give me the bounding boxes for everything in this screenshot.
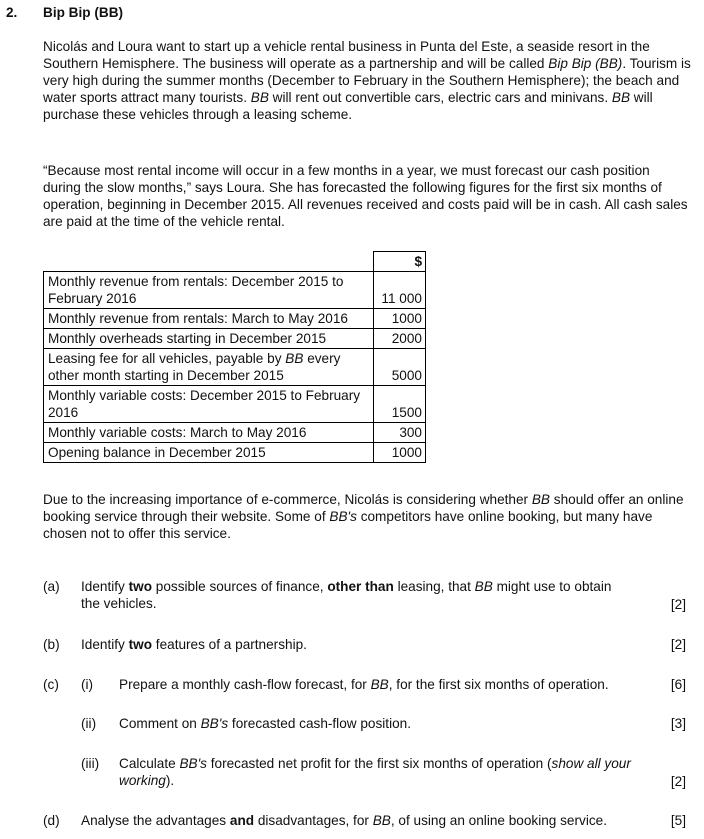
text-run: forecasted cash-flow position.: [228, 716, 411, 731]
forecast-table: [43, 251, 426, 463]
text-run: , for the first six months of operation.: [388, 677, 609, 692]
question-a-marks: [2]: [670, 597, 686, 612]
row-label: Monthly variable costs: December 2015 to February 2016: [44, 386, 374, 423]
business-name: Bip Bip (BB): [548, 56, 623, 71]
business-abbrev: BB: [250, 90, 269, 105]
question-c-label: (c): [43, 677, 59, 692]
row-value: 11 000: [374, 272, 426, 309]
row-value: 300: [374, 423, 426, 443]
table-row: [44, 329, 426, 349]
business-abbrev: BB's: [200, 716, 229, 731]
row-label: Opening balance in December 2015: [44, 443, 374, 463]
text-run: forecasted net profit for the first six months of operation (: [206, 756, 552, 771]
text-run: Comment on: [119, 716, 201, 731]
business-abbrev: BB: [372, 813, 391, 828]
table-row: [44, 443, 426, 463]
text-run: will purchase these vehicles through a leasing scheme.: [43, 90, 653, 122]
business-abbrev: BB's: [329, 509, 357, 524]
question-c-i-text: [119, 676, 609, 693]
business-abbrev: BB: [531, 492, 550, 507]
table-header-blank: [44, 252, 374, 272]
text-run: Leasing fee for all vehicles, payable by: [48, 351, 286, 366]
emphasis: and: [229, 813, 255, 828]
table-row: [44, 272, 426, 309]
business-abbrev: BB's: [179, 756, 207, 771]
currency-header: $: [374, 252, 426, 272]
question-d-text: [81, 812, 607, 829]
text-run: Calculate: [119, 756, 180, 771]
text-run: Identify: [81, 579, 129, 594]
question-number: 2.: [6, 5, 18, 20]
table-row: [44, 309, 426, 329]
question-b-text: [81, 636, 307, 653]
question-c-iii-label: (iii): [81, 756, 100, 771]
text-run: should offer an online booking service through their website. Some of: [43, 492, 684, 524]
table-row: [44, 386, 426, 423]
text-run: features of a partnership.: [152, 637, 307, 652]
intro-paragraph-1: [43, 38, 691, 123]
row-value: 1500: [374, 386, 426, 423]
table-row: [44, 349, 426, 386]
text-run: competitors have online booking, but many have chosen not to offer this service.: [43, 509, 653, 541]
instruction-emphasis: show all your working: [119, 756, 631, 788]
question-d-marks: [5]: [670, 813, 686, 828]
text-run: might use to obtain the vehicles.: [81, 579, 612, 611]
row-label: Monthly variable costs: March to May 2016: [44, 423, 374, 443]
row-value: 1000: [374, 309, 426, 329]
row-label: Monthly overheads starting in December 2015: [44, 329, 374, 349]
text-run: Nicolás and Loura want to start up a vehicle rental business in Punta del Este, a seaside resort in the Southern Hemisphere. The business will operate as a partnership and will be called: [43, 39, 650, 71]
row-label: [44, 349, 374, 386]
text-run: , of using an online booking service.: [390, 813, 607, 828]
question-c-ii-marks: [3]: [670, 716, 686, 731]
row-value: 1000: [374, 443, 426, 463]
emphasis: two: [128, 637, 153, 652]
business-abbrev: BB: [474, 579, 493, 594]
question-c-ii-label: (ii): [81, 716, 97, 731]
text-run: Identify: [81, 637, 129, 652]
text-run: Due to the increasing importance of e-commerce, Nicolás is considering whether: [43, 492, 532, 507]
emphasis: two: [128, 579, 153, 594]
text-run: . Tourism is very high during the summer months (December to February in the Southern Hemisphere); the beach and water sports attract many tourists.: [43, 56, 691, 105]
business-abbrev: BB: [285, 351, 304, 366]
question-b-marks: [2]: [670, 637, 686, 652]
row-value: 5000: [374, 349, 426, 386]
row-label: Monthly revenue from rentals: December 2015 to February 2016: [44, 272, 374, 309]
ecommerce-paragraph: [43, 491, 691, 542]
text-run: disadvantages, for: [254, 813, 373, 828]
business-abbrev: BB: [370, 677, 389, 692]
business-abbrev: BB: [611, 90, 631, 105]
table-row: [44, 423, 426, 443]
text-run: possible sources of finance,: [152, 579, 328, 594]
question-a-label: (a): [43, 579, 60, 594]
emphasis: other than: [327, 579, 394, 594]
question-title: Bip Bip (BB): [43, 5, 124, 20]
text-run: will rent out convertible cars, electric cars and minivans.: [268, 90, 612, 105]
row-value: 2000: [374, 329, 426, 349]
question-c-i-marks: [6]: [670, 677, 686, 692]
question-c-iii-text: [119, 755, 649, 789]
text-run: leasing, that: [393, 579, 475, 594]
intro-paragraph-2: “Because most rental income will occur in a few months in a year, we must forecast our cash position during the slow months,” says Loura. She has forecasted the following figures for the first six months of operation, beginning in December 2015. All revenues received and costs paid will be in cash. All cash sales are paid at the time of the vehicle rental.: [43, 163, 688, 229]
text-run: Prepare a monthly cash-flow forecast, for: [119, 677, 371, 692]
text-run: ).: [165, 773, 175, 788]
question-b-label: (b): [43, 637, 60, 652]
table-header-row: [44, 252, 426, 272]
question-a-text: [81, 578, 621, 612]
question-d-label: (d): [43, 813, 60, 828]
question-c-ii-text: [119, 715, 411, 732]
question-c-i-label: (i): [81, 677, 94, 692]
row-label: Monthly revenue from rentals: March to May 2016: [44, 309, 374, 329]
question-c-iii-marks: [2]: [670, 774, 686, 789]
text-run: every other month starting in December 2015: [48, 351, 341, 383]
text-run: Analyse the advantages: [81, 813, 230, 828]
